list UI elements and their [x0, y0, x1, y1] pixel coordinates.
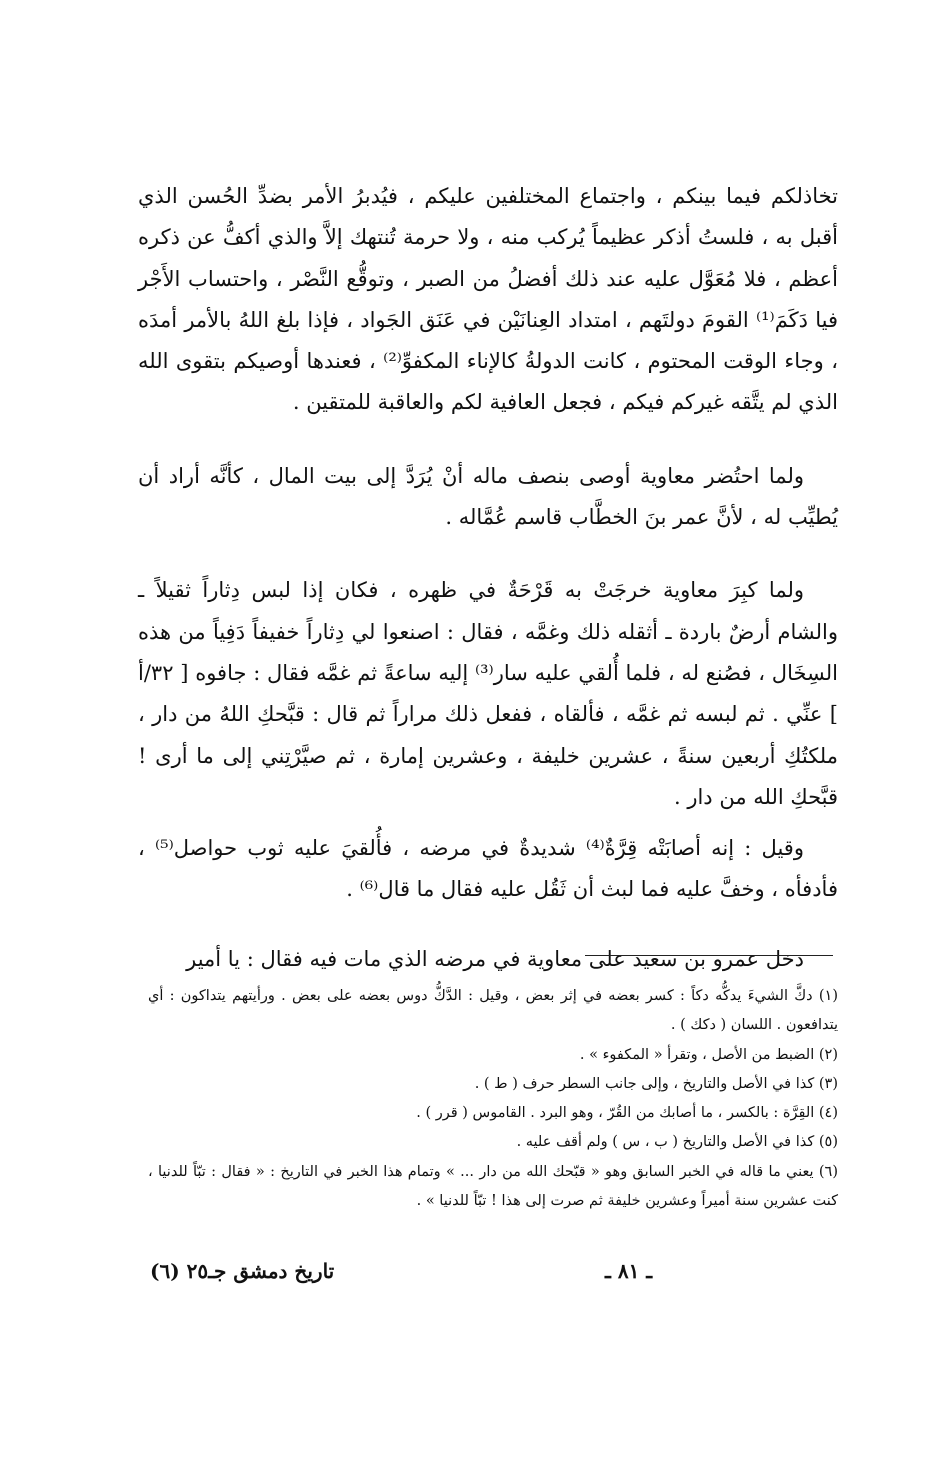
book-title: تاريخ دمشق جـ٢٥ (٦): [150, 1259, 335, 1283]
page-number: ـ ٨١ ـ: [605, 1259, 653, 1283]
footnote-divider: [585, 955, 833, 956]
paragraph-1: تخاذلكم فيما بينكم ، واجتماع المختلفين عليكم ، فيُدبرُ الأمر بضدِّ الحُسن الذي أقبل به ، فلستُ أذكر عظيماً يُركب منه ، ولا حرمة تُنتهك إلاَّ والذي أكفُّ عن ذكره أعظم ، فلا مُعَوَّل عليه عند ذلك أفضلُ من الصبر ، وتوقُّع النَّصْر ، واحتساب الأَجْر فيا دَكَمَ⁽¹⁾ القومَ دولتَهم ، امتداد العِنانَيْن في عَنَق الجَواد ، فإذا بلغ اللهُ بالأمر أمدَه ، وجاء الوقت المحتوم ، كانت الدولةُ كالإناء المكفوِّ⁽²⁾ ، فعندها أوصيكم بتقوى الله الذي لم يتَّقه غيركم فيكم ، فجعل العافية لكم والعاقبة للمتقين .: [138, 184, 838, 415]
page-footer: [150, 1259, 838, 1299]
paragraph-2: ولما احتُضر معاوية أوصى بنصف ماله أنْ يُرَدَّ إلى بيت المال ، كأنَّه أراد أن يُطيِّب له ، لأنَّ عمر بنَ الخطَّاب قاسم عُمَّاله .: [138, 463, 838, 530]
paragraph-3: ولما كبِرَ معاوية خرجَتْ به قَرْحَةٌ في ظهره ، فكان إذا لبس دِثاراً ثقيلاً ـ والشام أرضٌ باردة ـ أثقله ذلك وغمَّه ، فقال : اصنعوا لي دِثاراً خفيفاً دَفِياً من هذه السِخَال ، فصُنع له ، فلما أُلقي عليه سار⁽³⁾ إليه ساعةً ثم غمَّه فقال : جافوه [ ٣٢/أ ] عنِّي . ثم لبسه ثم غمَّه ، فألقاه ، ففعل ذلك مراراً ثم قال : قبَّحكِ اللهُ من دار ، ملكتُكِ أربعين سنةً ، عشرين خليفة ، وعشرين إمارة ، ثم صيَّرْتِني إلى ما أرى ! قبَّحكِ الله من دار .: [138, 578, 838, 809]
footnotes: [148, 982, 838, 1216]
footnote-6: (٦) يعني ما قاله في الخبر السابق وهو « قبّحك الله من دار ... » وتمام هذا الخبر في التاريخ : « فقال : تبّاً للدنيا ، كنت عشرين سنة أميراً وعشرين خليفة ثم صرت إلى هذا ! تبّاً للدنيا » .: [148, 1163, 838, 1210]
paragraph-4: وقيل : إنه أصابَتْه قِرَّةٌ⁽⁴⁾ شديدةٌ في مرضه ، فأُلقيَ عليه ثوب حواصل⁽⁵⁾ ، فأدفأه ، وخفَّ عليه فما لبث أن ثَقُل عليه فقال ما قال⁽⁶⁾ .: [138, 836, 838, 902]
footnote-1: (١) دكَّ الشيءَ يدكُّه دكاً : كسر بعضه في إثر بعض ، وقيل : الدَّكُّ دوس بعضه على بعض . ورأيتهم يتداكون : أي يتدافعون . اللسان ( دكك ) .: [148, 988, 838, 1034]
footnote-2: (٢) الضبط من الأصل ، وتقرأ « المكفوء » .: [579, 1046, 838, 1063]
main-text: [138, 176, 838, 980]
paragraph-5: دخل عمرو بن سعيد على معاوية في مرضه الذي مات فيه فقال : يا أمير: [186, 946, 804, 971]
footnote-5: (٥) كذا في الأصل والتاريخ ( ب ، س ) ولم أقف عليه .: [516, 1134, 838, 1151]
footnote-4: (٤) القِرَّة : بالكسر ، ما أصابك من القُرّ ، وهو البرد . القاموس ( قرر ) .: [416, 1105, 838, 1122]
footnote-3: (٣) كذا في الأصل والتاريخ ، وإلى جانب السطر حرف ( ط ) .: [474, 1075, 838, 1092]
